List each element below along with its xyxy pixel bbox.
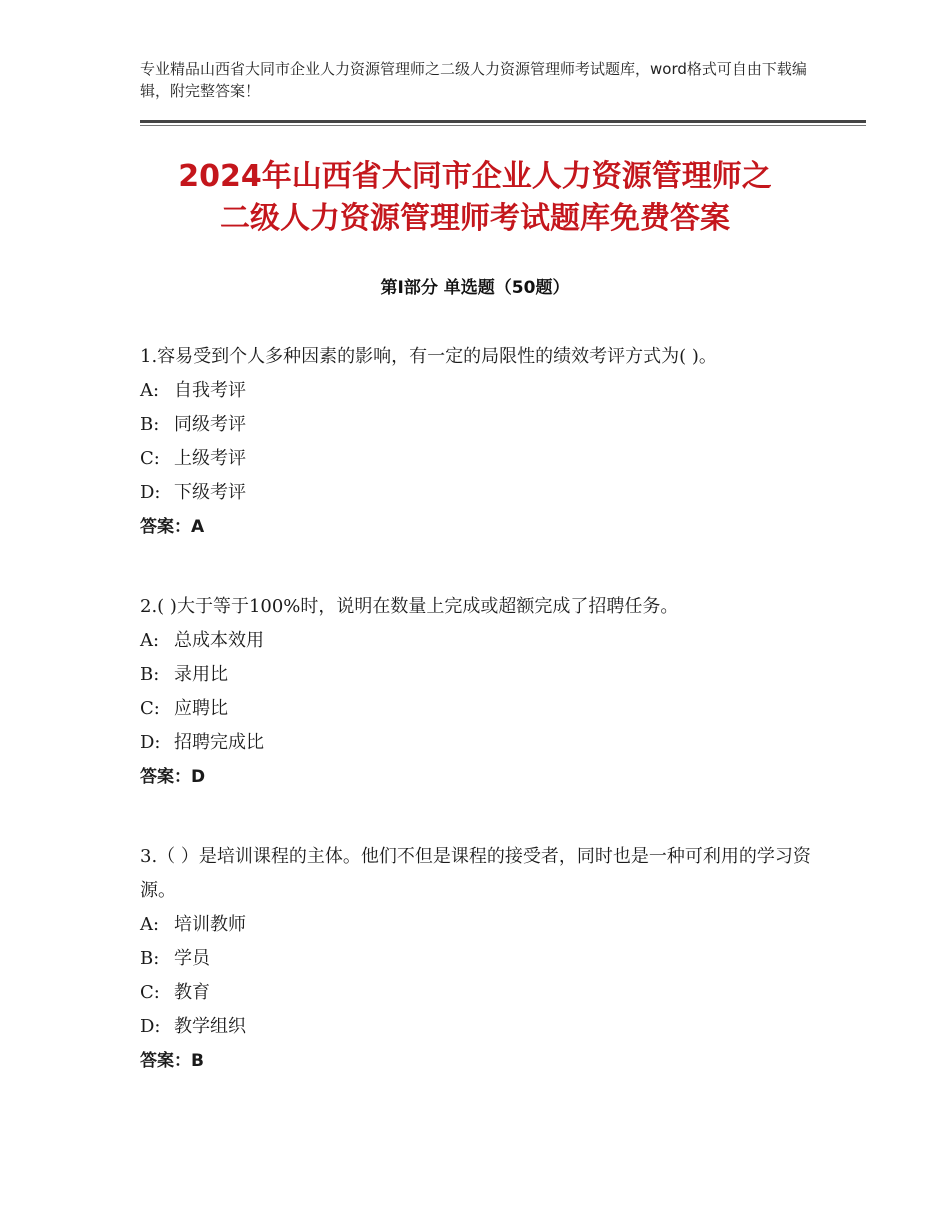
question-2 [140, 590, 820, 794]
option-a [140, 374, 820, 408]
question-list [140, 340, 820, 1124]
option-c [140, 976, 820, 1010]
document-title [120, 156, 830, 240]
section-title: 第Ⅰ部分 单选题（50题） [380, 278, 570, 298]
option-d [140, 726, 820, 760]
option-text: 上级考评 [174, 448, 246, 469]
option-letter: D: [140, 482, 161, 503]
option-text: 教育 [174, 982, 210, 1003]
option-letter: B: [140, 414, 160, 435]
option-b [140, 658, 820, 692]
question-stem: 1.容易受到个人多种因素的影响，有一定的局限性的绩效考评方式为( )。 [140, 346, 717, 367]
option-c [140, 442, 820, 476]
option-text: 招聘完成比 [174, 732, 264, 753]
option-text: 下级考评 [174, 482, 246, 503]
question-3 [140, 840, 820, 1078]
option-letter: B: [140, 948, 160, 969]
option-letter: A: [140, 914, 160, 935]
option-d [140, 1010, 820, 1044]
option-text: 录用比 [174, 664, 228, 685]
header-note: 专业精品山西省大同市企业人力资源管理师之二级人力资源管理师考试题库，word格式可自由下载编辑，附完整答案！ [140, 60, 807, 100]
option-letter: D: [140, 1016, 161, 1037]
option-letter: D: [140, 732, 161, 753]
question-1 [140, 340, 820, 544]
option-letter: C: [140, 698, 160, 719]
option-a [140, 624, 820, 658]
header-divider-thin [140, 125, 866, 126]
answer-label: 答案：A [140, 517, 205, 537]
option-a [140, 908, 820, 942]
option-letter: A: [140, 380, 160, 401]
option-text: 同级考评 [174, 414, 246, 435]
option-text: 教学组织 [174, 1016, 246, 1037]
header-divider-thick [140, 120, 866, 123]
option-text: 培训教师 [174, 914, 246, 935]
answer-label: 答案：B [140, 1051, 204, 1071]
question-stem: 2.( )大于等于100%时，说明在数量上完成或超额完成了招聘任务。 [140, 596, 679, 617]
document-title-line-2: 二级人力资源管理师考试题库免费答案 [220, 201, 730, 236]
option-letter: B: [140, 664, 160, 685]
question-stem: 3.（ ）是培训课程的主体。他们不但是课程的接受者，同时也是一种可利用的学习资源。 [140, 846, 811, 901]
option-text: 应聘比 [174, 698, 228, 719]
option-letter: C: [140, 982, 160, 1003]
document-title-line-1: 2024年山西省大同市企业人力资源管理师之 [178, 159, 772, 194]
option-letter: A: [140, 630, 160, 651]
option-text: 总成本效用 [174, 630, 264, 651]
option-d [140, 476, 820, 510]
option-text: 自我考评 [174, 380, 246, 401]
answer-label: 答案：D [140, 767, 206, 787]
option-b [140, 942, 820, 976]
option-c [140, 692, 820, 726]
option-text: 学员 [174, 948, 210, 969]
option-letter: C: [140, 448, 160, 469]
option-b [140, 408, 820, 442]
